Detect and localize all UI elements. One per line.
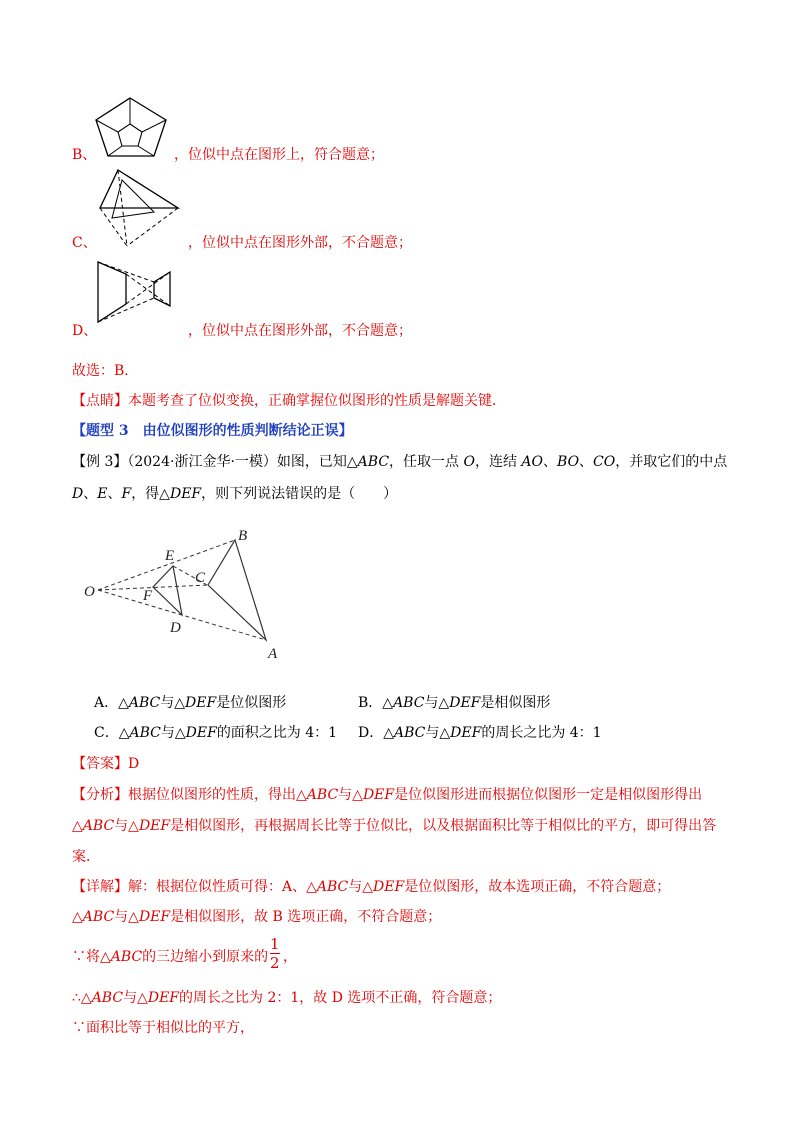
- detail-line-4: ∴△ABC与△DEF的周长之比为 2：1，故 D 选项不正确，符合题意；: [72, 990, 502, 1006]
- point-b-label: B: [238, 528, 248, 544]
- choice-c[interactable]: C．△ABC与△DEF的面积之比为 4：1: [94, 725, 338, 741]
- comment-text: 本题考查了位似变换，正确掌握位似图形的性质是解题关键．: [128, 393, 506, 409]
- option-d-letter: D、: [72, 323, 98, 339]
- triangles-figure: [94, 168, 184, 250]
- option-d-text: ，位似中点在图形外部，不合题意；: [188, 323, 412, 339]
- bowtie-figure: [92, 258, 180, 328]
- point-d-label: D: [170, 620, 181, 636]
- point-f-label: F: [143, 588, 153, 604]
- choice-b[interactable]: B．△ABC与△DEF是相似图形: [358, 695, 551, 711]
- analysis-line-2: △ABC与△DEF是相似图形，再根据周长比等于位似比，以及根据面积比等于相似比的平方，即可得出答: [72, 818, 717, 834]
- detail-line-5: ∵面积比等于相似比的平方，: [72, 1020, 254, 1036]
- comment-line: [72, 390, 506, 410]
- analysis-line-3: 案．: [72, 849, 100, 865]
- answer-line: 【答案】D: [72, 756, 140, 772]
- detail-line-2: △ABC与△DEF是相似图形，故 B 选项正确，不符合题意；: [72, 909, 442, 925]
- option-b-text: ，位似中点在图形上，符合题意；: [174, 147, 384, 163]
- fraction-one-half: 1 2: [270, 935, 280, 972]
- option-c-letter: C、: [72, 235, 97, 251]
- option-b-letter: B、: [72, 147, 97, 163]
- example-line-1: 【例 3】（2024·浙江金华·一模）如图，已知△ABC，任取一点 O，连结 AO、BO、CO，并取它们的中点: [72, 454, 728, 470]
- comment-tag: 【点睛】: [72, 393, 128, 409]
- detail-line-1: 【详解】解：根据位似性质可得：A、△ABC与△DEF是位似图形，故本选项正确，不符合题意；: [72, 879, 671, 895]
- pentagon-figure: [92, 94, 172, 166]
- geometry-figure: [80, 520, 300, 665]
- analysis-line-1: 【分析】根据位似图形的性质，得出△ABC与△DEF是位似图形进而根据位似图形一定是相似图形得出: [72, 787, 703, 803]
- point-a-label: A: [268, 646, 278, 662]
- point-e-label: E: [165, 548, 175, 564]
- choice-a[interactable]: A．△ABC与△DEF是位似图形: [94, 695, 287, 711]
- section-title: 【题型 3 由位似图形的性质判断结论正误】: [72, 423, 353, 439]
- option-c-text: ，位似中点在图形外部，不合题意；: [188, 235, 412, 251]
- conclusion: 故选：B．: [72, 363, 139, 379]
- example-line-2: D、E、F，得△DEF，则下列说法错误的是（ ）: [72, 486, 398, 502]
- detail-line-3: ∵将△ABC的三边缩小到原来的: [72, 949, 269, 965]
- point-c-label: C: [195, 570, 206, 586]
- answer-value: D: [128, 756, 140, 772]
- choice-d[interactable]: D．△ABC与△DEF的周长之比为 4：1: [358, 725, 602, 741]
- point-o-label: O: [84, 584, 95, 600]
